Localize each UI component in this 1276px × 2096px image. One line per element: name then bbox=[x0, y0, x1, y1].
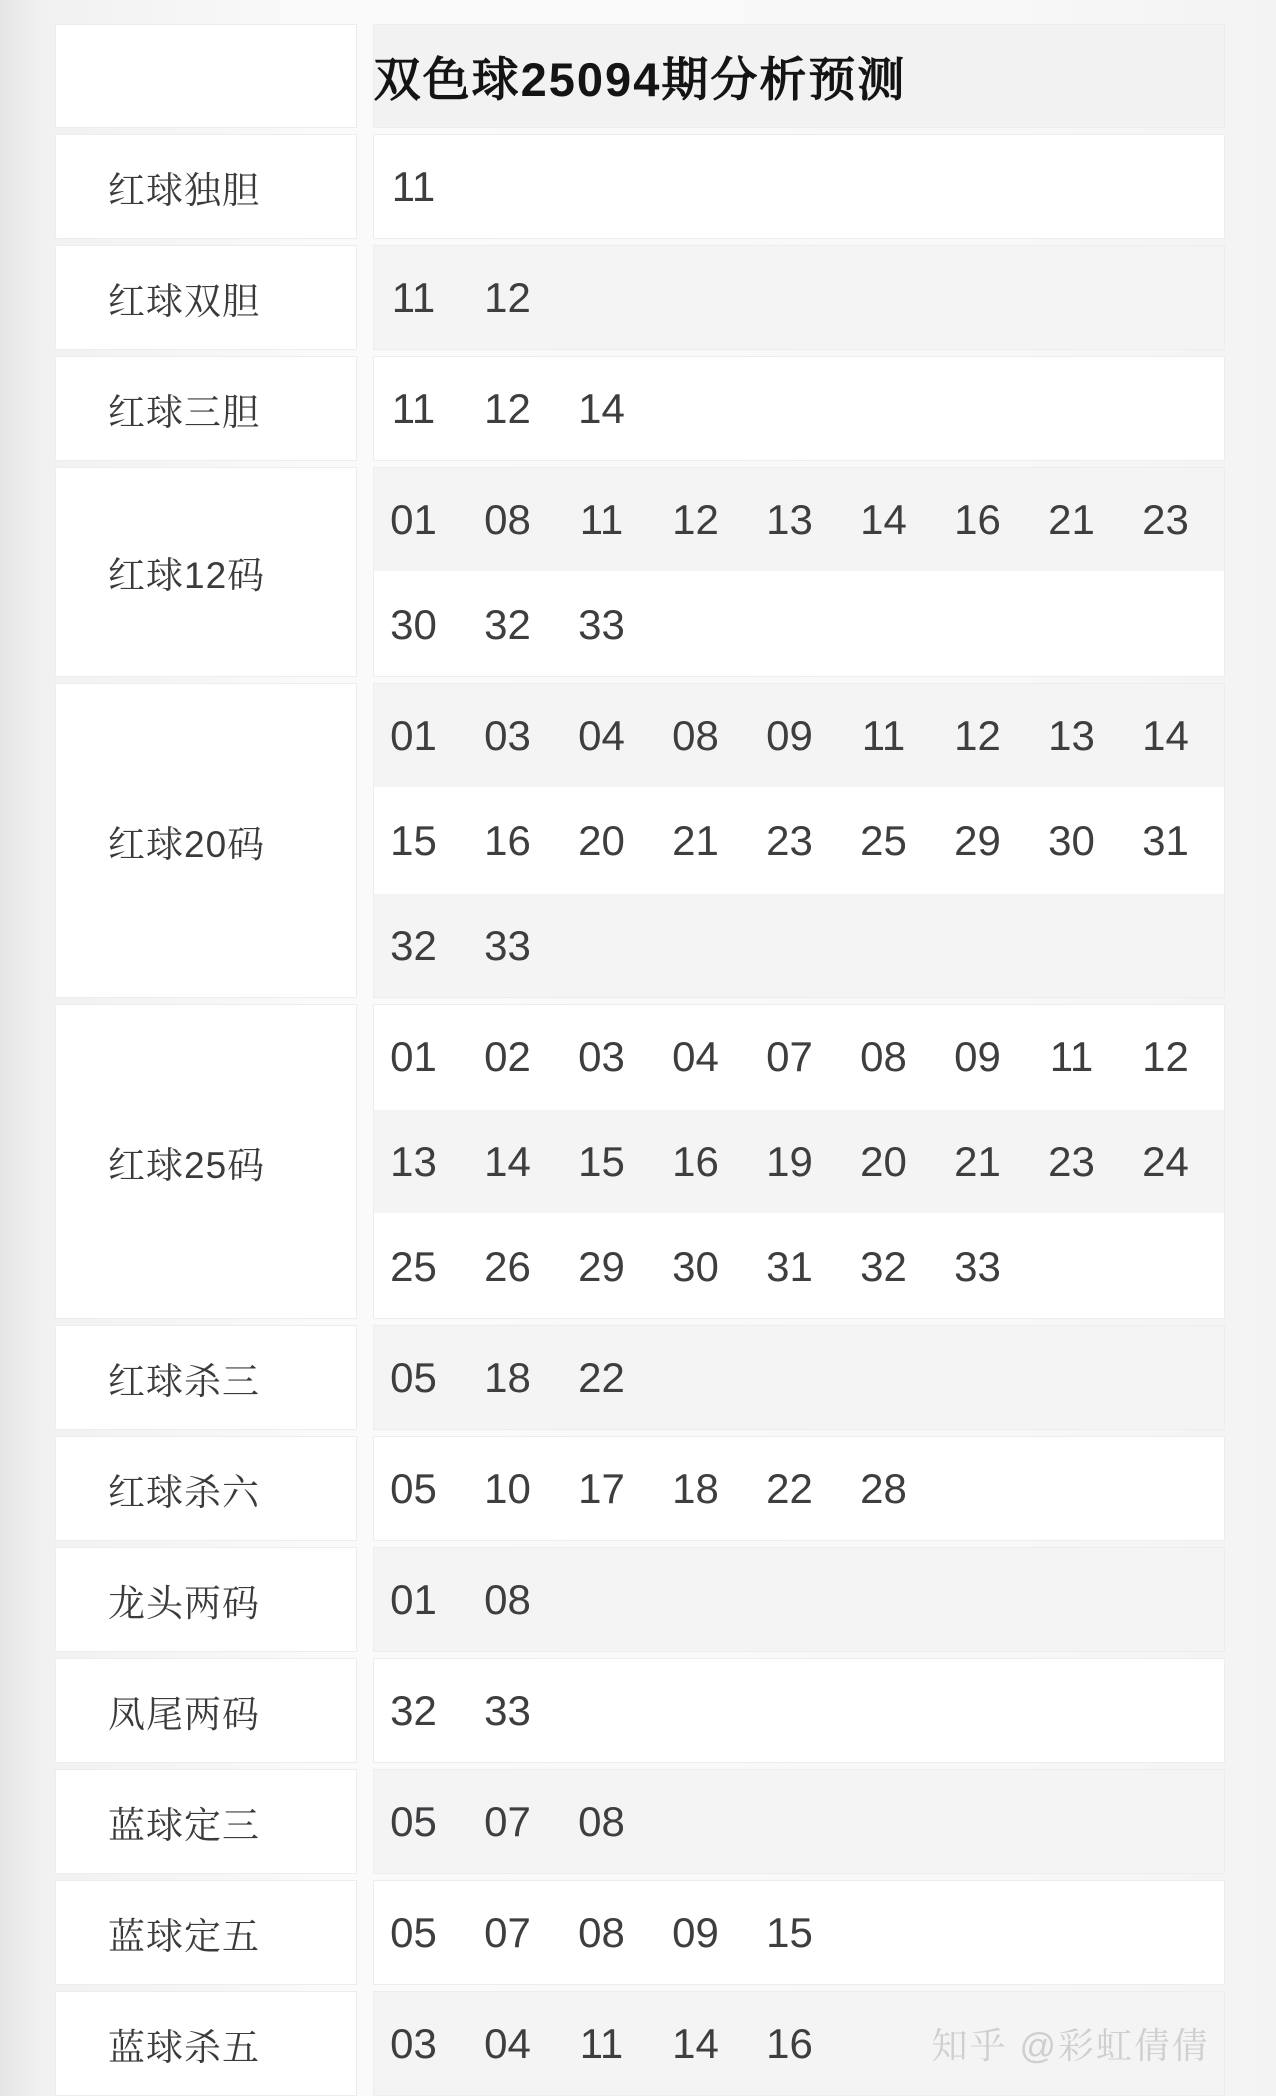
number-value: 28 bbox=[860, 1464, 907, 1512]
number-value: 32 bbox=[390, 1686, 437, 1734]
number-value: 01 bbox=[390, 495, 437, 543]
row-values bbox=[373, 1658, 1225, 1763]
number-value: 12 bbox=[1142, 1032, 1189, 1080]
number-value: 24 bbox=[1142, 1137, 1189, 1185]
table-body bbox=[55, 134, 1225, 2096]
row-label: 蓝球杀五 bbox=[55, 1991, 357, 2096]
number-value: 08 bbox=[672, 711, 719, 759]
number-value: 05 bbox=[390, 1797, 437, 1845]
number-value: 11 bbox=[391, 273, 436, 321]
number-value: 02 bbox=[484, 1032, 531, 1080]
number-value: 29 bbox=[954, 816, 1001, 864]
column-gap bbox=[357, 1769, 373, 1874]
table-title-row bbox=[55, 24, 1225, 128]
table-row bbox=[55, 1325, 1225, 1430]
number-value: 20 bbox=[578, 816, 625, 864]
column-gap bbox=[357, 245, 373, 350]
number-value: 05 bbox=[390, 1353, 437, 1401]
number-line bbox=[374, 135, 1224, 238]
table-row bbox=[55, 356, 1225, 461]
row-values bbox=[373, 1547, 1225, 1652]
number-line bbox=[374, 1548, 1224, 1651]
row-label: 龙头两码 bbox=[55, 1547, 357, 1652]
column-gap bbox=[357, 134, 373, 239]
number-value: 11 bbox=[861, 711, 906, 759]
number-value: 20 bbox=[860, 1137, 907, 1185]
number-value: 30 bbox=[672, 1242, 719, 1290]
row-values bbox=[373, 683, 1225, 998]
table-row bbox=[55, 1658, 1225, 1763]
row-values bbox=[373, 134, 1225, 239]
number-value: 16 bbox=[766, 2019, 813, 2067]
number-value: 07 bbox=[766, 1032, 813, 1080]
number-value: 01 bbox=[390, 1032, 437, 1080]
table-row bbox=[55, 1547, 1225, 1652]
number-value: 03 bbox=[390, 2019, 437, 2067]
number-value: 09 bbox=[954, 1032, 1001, 1080]
number-line bbox=[374, 1437, 1224, 1540]
number-value: 05 bbox=[390, 1464, 437, 1512]
row-label: 红球杀三 bbox=[55, 1325, 357, 1430]
number-value: 30 bbox=[390, 600, 437, 648]
number-value: 03 bbox=[484, 711, 531, 759]
table-row bbox=[55, 134, 1225, 239]
number-value: 10 bbox=[484, 1464, 531, 1512]
number-value: 19 bbox=[766, 1137, 813, 1185]
number-value: 16 bbox=[672, 1137, 719, 1185]
number-value: 14 bbox=[672, 2019, 719, 2067]
number-value: 21 bbox=[954, 1137, 1001, 1185]
number-line bbox=[374, 357, 1224, 460]
number-value: 14 bbox=[484, 1137, 531, 1185]
row-values bbox=[373, 1436, 1225, 1541]
number-value: 04 bbox=[578, 711, 625, 759]
number-line bbox=[374, 1108, 1224, 1213]
column-gap bbox=[357, 1991, 373, 2096]
number-line bbox=[374, 468, 1224, 571]
row-label: 红球双胆 bbox=[55, 245, 357, 350]
column-gap bbox=[357, 467, 373, 677]
number-value: 09 bbox=[672, 1908, 719, 1956]
number-value: 23 bbox=[1142, 495, 1189, 543]
row-label: 红球25码 bbox=[55, 1004, 357, 1319]
number-value: 04 bbox=[484, 2019, 531, 2067]
row-label: 红球杀六 bbox=[55, 1436, 357, 1541]
row-values bbox=[373, 1880, 1225, 1985]
column-gap bbox=[357, 683, 373, 998]
number-value: 33 bbox=[484, 921, 531, 969]
table-row bbox=[55, 467, 1225, 677]
number-line bbox=[374, 246, 1224, 349]
number-line bbox=[374, 571, 1224, 676]
number-value: 30 bbox=[1048, 816, 1095, 864]
row-values bbox=[373, 245, 1225, 350]
number-value: 03 bbox=[578, 1032, 625, 1080]
number-value: 12 bbox=[484, 384, 531, 432]
number-line bbox=[374, 892, 1224, 997]
number-value: 31 bbox=[1142, 816, 1189, 864]
number-value: 13 bbox=[766, 495, 813, 543]
number-value: 04 bbox=[672, 1032, 719, 1080]
row-values bbox=[373, 1769, 1225, 1874]
number-value: 08 bbox=[578, 1797, 625, 1845]
number-value: 08 bbox=[860, 1032, 907, 1080]
number-line bbox=[374, 1770, 1224, 1873]
number-value: 25 bbox=[390, 1242, 437, 1290]
row-values bbox=[373, 1325, 1225, 1430]
table-row bbox=[55, 1436, 1225, 1541]
number-line bbox=[374, 1881, 1224, 1984]
number-value: 22 bbox=[766, 1464, 813, 1512]
column-gap bbox=[357, 1880, 373, 1985]
number-value: 15 bbox=[390, 816, 437, 864]
row-values bbox=[373, 467, 1225, 677]
number-value: 08 bbox=[484, 1575, 531, 1623]
number-value: 23 bbox=[766, 816, 813, 864]
number-value: 12 bbox=[672, 495, 719, 543]
number-value: 26 bbox=[484, 1242, 531, 1290]
number-value: 12 bbox=[484, 273, 531, 321]
number-value: 11 bbox=[391, 384, 436, 432]
column-gap bbox=[357, 1436, 373, 1541]
number-value: 09 bbox=[766, 711, 813, 759]
row-values bbox=[373, 356, 1225, 461]
table-row bbox=[55, 1004, 1225, 1319]
number-value: 23 bbox=[1048, 1137, 1095, 1185]
row-label: 红球12码 bbox=[55, 467, 357, 677]
column-gap bbox=[357, 1547, 373, 1652]
number-value: 07 bbox=[484, 1908, 531, 1956]
number-value: 14 bbox=[578, 384, 625, 432]
number-value: 13 bbox=[390, 1137, 437, 1185]
number-line bbox=[374, 1659, 1224, 1762]
row-label: 红球三胆 bbox=[55, 356, 357, 461]
number-value: 12 bbox=[954, 711, 1001, 759]
number-value: 16 bbox=[954, 495, 1001, 543]
number-value: 32 bbox=[390, 921, 437, 969]
number-value: 21 bbox=[1048, 495, 1095, 543]
row-label: 蓝球定三 bbox=[55, 1769, 357, 1874]
row-label: 红球20码 bbox=[55, 683, 357, 998]
number-value: 13 bbox=[1048, 711, 1095, 759]
number-value: 25 bbox=[860, 816, 907, 864]
number-value: 16 bbox=[484, 816, 531, 864]
number-value: 17 bbox=[578, 1464, 625, 1512]
number-line bbox=[374, 1326, 1224, 1429]
table-row bbox=[55, 1769, 1225, 1874]
number-value: 11 bbox=[391, 162, 436, 210]
number-value: 01 bbox=[390, 711, 437, 759]
table-row bbox=[55, 245, 1225, 350]
number-value: 11 bbox=[579, 2019, 624, 2067]
number-value: 18 bbox=[484, 1353, 531, 1401]
number-value: 08 bbox=[484, 495, 531, 543]
number-value: 14 bbox=[860, 495, 907, 543]
number-value: 32 bbox=[860, 1242, 907, 1290]
row-label: 凤尾两码 bbox=[55, 1658, 357, 1763]
number-value: 22 bbox=[578, 1353, 625, 1401]
table-row bbox=[55, 683, 1225, 998]
number-value: 21 bbox=[672, 816, 719, 864]
number-line bbox=[374, 1005, 1224, 1108]
number-line bbox=[374, 684, 1224, 787]
number-value: 07 bbox=[484, 1797, 531, 1845]
number-value: 33 bbox=[578, 600, 625, 648]
column-gap bbox=[357, 1325, 373, 1430]
number-value: 01 bbox=[390, 1575, 437, 1623]
number-value: 05 bbox=[390, 1908, 437, 1956]
number-value: 32 bbox=[484, 600, 531, 648]
number-line bbox=[374, 1213, 1224, 1318]
column-gap bbox=[357, 356, 373, 461]
table-row bbox=[55, 1880, 1225, 1985]
number-value: 33 bbox=[954, 1242, 1001, 1290]
number-value: 29 bbox=[578, 1242, 625, 1290]
page-title: 双色球25094期分析预测 bbox=[373, 52, 907, 106]
number-value: 31 bbox=[766, 1242, 813, 1290]
number-value: 11 bbox=[579, 495, 624, 543]
column-gap bbox=[357, 1658, 373, 1763]
number-value: 15 bbox=[766, 1908, 813, 1956]
watermark: 知乎 @彩虹倩倩 bbox=[931, 2025, 1210, 2066]
number-value: 14 bbox=[1142, 711, 1189, 759]
number-value: 08 bbox=[578, 1908, 625, 1956]
number-value: 33 bbox=[484, 1686, 531, 1734]
number-value: 11 bbox=[1049, 1032, 1094, 1080]
row-label: 蓝球定五 bbox=[55, 1880, 357, 1985]
number-line bbox=[374, 787, 1224, 892]
number-value: 15 bbox=[578, 1137, 625, 1185]
number-value: 18 bbox=[672, 1464, 719, 1512]
prediction-table bbox=[55, 24, 1225, 2096]
row-label: 红球独胆 bbox=[55, 134, 357, 239]
column-gap bbox=[357, 1004, 373, 1319]
row-values bbox=[373, 1004, 1225, 1319]
